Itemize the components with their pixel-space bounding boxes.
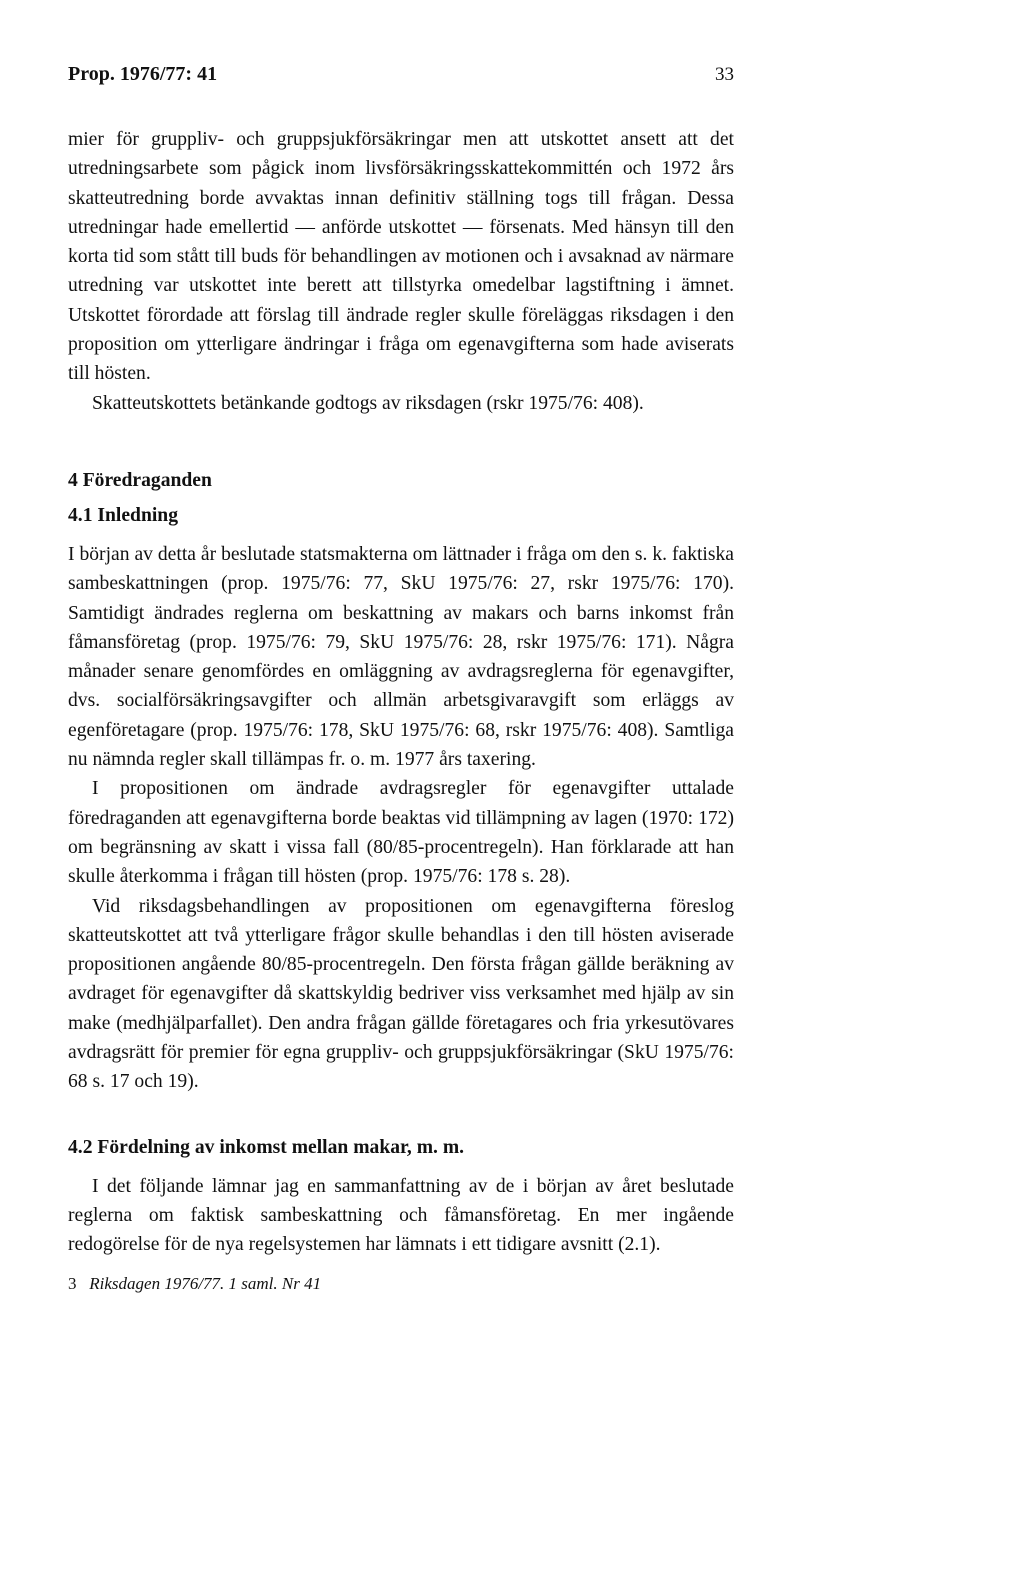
publication-info: Riksdagen 1976/77. 1 saml. Nr 41 (89, 1273, 322, 1293)
intro-paragraph-1: mier för gruppliv- och gruppsjukförsäkringar men att utskottet ansett att det utredningsarbete som pågick inom livsförsäkringsskattekommittén och 1972 års skatteutredning borde avvaktas innan definitiv ställning togs till frågan. Dessa utredningar hade emellertid — anförde utskottet — försenats. Med hänsyn till den korta tid som stått till buds för behandlingen av motionen och i avsaknad av närmare utredning var utskottet inte berett att tillstyrka omedelbar lagstiftning i ämnet. Utskottet förordade att förslag till ändrade regler skulle föreläggas riksdagen i den proposition om ytterligare ändringar i fråga om egenavgifterna som hade aviserats till hösten. (68, 129, 734, 385)
intro-paragraph-2: Skatteutskottets betänkande godtogs av riksdagen (rskr 1975/76: 408). (92, 392, 644, 414)
subsection-heading-4-1: 4.1 Inledning (68, 504, 178, 526)
paragraph-4-1-2: I propositionen om ändrade avdragsregler för egenavgifter uttalade föredraganden att egenavgifterna borde beaktas vid tillämpning av lagen (1970: 172) om begränsning av skatt i vissa fall (80/85-procentregeln). Han förklarade att han skulle återkomma i frågan till hösten (prop. 1975/76: 178 s. 28). (68, 778, 734, 888)
intro-section (68, 125, 734, 418)
subsection-heading-4-2: 4.2 Fördelning av inkomst mellan makar, m. m. (68, 1136, 465, 1158)
paragraph-4-1-3: Vid riksdagsbehandlingen av propositionen om egenavgifterna föreslog skatteutskottet att två ytterligare frågor skulle behandlas i den till hösten aviserade propositionen angående 80/85-procentregeln. Den första frågan gällde beräkning av avdraget för egenavgifter då skattskyldig bedriver viss verksamhet med hjälp av sin make (medhjälparfallet). Den andra frågan gällde företagares och fria yrkesutövares avdragsrätt för premier för egna gruppliv- och gruppsjukförsäkringar (SkU 1975/76: 68 s. 17 och 19). (68, 895, 734, 1093)
document-page (68, 62, 734, 1296)
document-reference: Prop. 1976/77: 41 (68, 63, 218, 85)
running-head (68, 62, 734, 87)
subsection-4-2-body (68, 1172, 734, 1260)
page-footer (68, 1272, 734, 1296)
sheet-number: 3 (68, 1273, 77, 1293)
page-number: 33 (715, 64, 734, 85)
paragraph-4-1-1: I början av detta år beslutade statsmakterna om lättnader i fråga om den s. k. faktiska sambeskattningen (prop. 1975/76: 77, SkU 1975/76: 27, rskr 1975/76: 170). Samtidigt ändrades reglerna om beskattning av makars och barns inkomst från fåmansföretag (prop. 1975/76: 79, SkU 1975/76: 28, rskr 1975/76: 171). Några månader senare genomfördes en omläggning av avdragsreglerna för egenavgifter, dvs. socialförsäkringsavgifter och allmän arbetsgivaravgift som erläggs av egenföretagare (prop. 1975/76: 178, SkU 1975/76: 68, rskr 1975/76: 408). Samtliga nu nämnda regler skall tillämpas fr. o. m. 1977 års taxering. (68, 543, 734, 771)
paragraph-4-2-1: I det följande lämnar jag en sammanfattning av de i början av året beslutade reglerna om faktisk sambeskattning och fåmansföretag. En mer ingående redogörelse för de nya regelsystemen har lämnats i ett tidigare avsnitt (2.1). (68, 1175, 734, 1256)
subsection-4-1-body (68, 540, 734, 1097)
section-heading-4: 4 Föredraganden (68, 469, 212, 491)
